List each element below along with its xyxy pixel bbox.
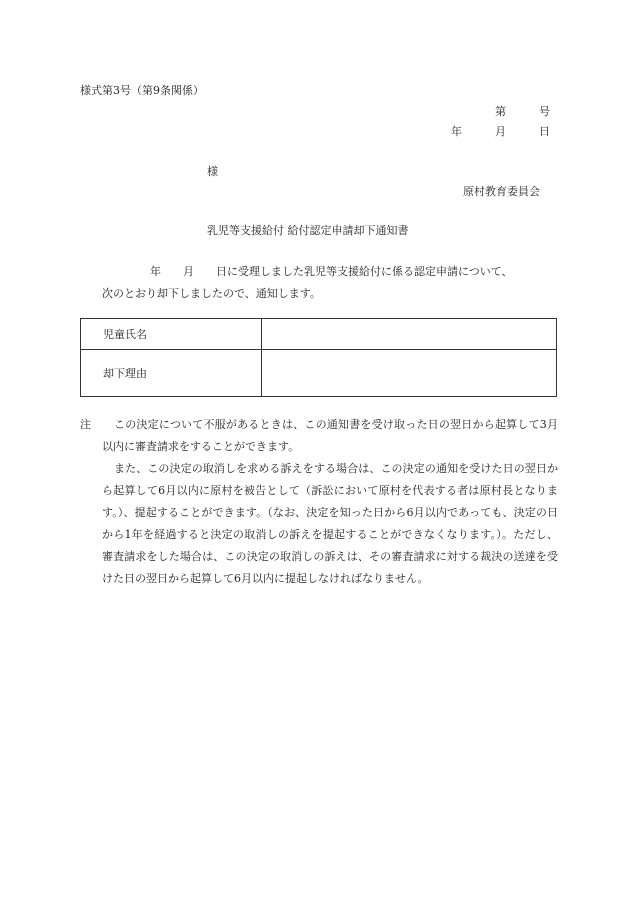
child-name-value — [262, 319, 557, 350]
note-mark: 注 — [80, 418, 91, 431]
lead-month: 月 — [183, 265, 194, 278]
issue-date: 年 月 日 — [451, 125, 550, 138]
child-name-label: 児童氏名 — [81, 319, 262, 350]
table-row — [81, 350, 557, 397]
table-row — [81, 319, 557, 350]
info-table — [80, 318, 557, 397]
lead-year: 年 — [150, 265, 161, 278]
note-paragraph-1: この決定について不服があるときは、この通知書を受け取った日の翌日から起算して3月以内に審査請求をすることができます。 — [102, 418, 558, 453]
form-number: 様式第3号（第9条関係） — [80, 84, 204, 97]
addressee-honorific: 様 — [207, 165, 218, 178]
lead-rest: 日に受理しました乳児等支援給付に係る認定申請について、 — [216, 265, 513, 278]
rejection-reason-label: 却下理由 — [81, 350, 262, 397]
lead-line-1 — [150, 263, 513, 279]
lead-line-2: 次のとおり却下しましたので、通知します。 — [102, 287, 321, 300]
document-title: 乳児等支援給付 給付認定申請却下通知書 — [207, 224, 409, 237]
issuer-name: 原村教育委員会 — [463, 185, 540, 198]
rejection-reason-value — [262, 350, 557, 397]
note-paragraph-2: また、この決定の取消しを求める訴えをする場合は、この決定の通知を受けた日の翌日から起算して6月以内に原村を被告として（訴訟において原村を代表する者は原村長となります。）、提起することができます。（なお、決定を知った日から6月以内であっても、決定の日から1年を経過すると決定の取消しの訴えを提起することができなくなります。）。ただし、審査請求をした場合は、この決定の取消しの訴えは、その審査請求に対する裁決の送達を受けた日の翌日から起算して6月以内に提起しなければなりません。 — [102, 462, 558, 585]
document-number: 第 号 — [495, 105, 550, 118]
note-section — [80, 414, 558, 590]
